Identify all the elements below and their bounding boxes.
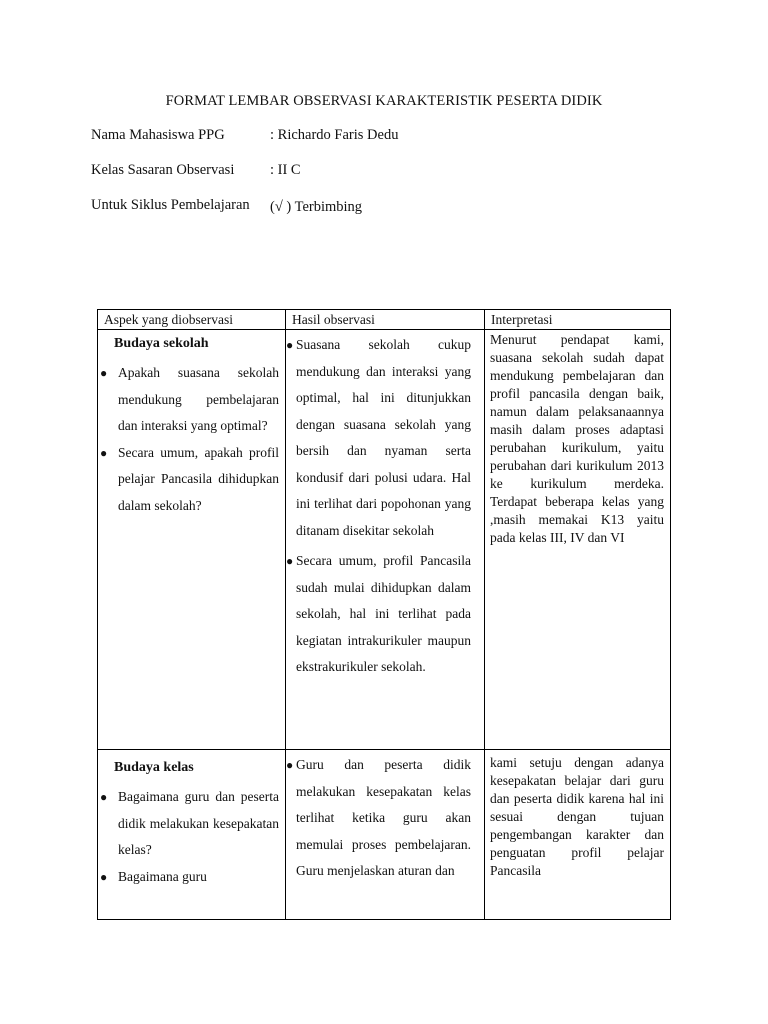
- table-header-row: [98, 310, 671, 330]
- section-title: Budaya kelas: [114, 760, 194, 775]
- section-title: Budaya sekolah: [114, 336, 209, 351]
- bullet-icon: ●: [100, 790, 108, 804]
- question-item: [102, 360, 279, 440]
- hasil-cell: [286, 750, 485, 920]
- observation-item: [287, 548, 471, 681]
- info-label: Nama Mahasiswa PPG: [91, 127, 225, 143]
- observation-item: [287, 752, 471, 885]
- header-interpretasi: Interpretasi: [485, 310, 671, 330]
- info-value: : II C: [270, 162, 301, 178]
- bullet-icon: ●: [286, 758, 294, 772]
- document-title: FORMAT LEMBAR OBSERVASI KARAKTERISTIK PESERTA DIDIK: [165, 93, 603, 109]
- info-value: (√ ) Terbimbing: [270, 199, 363, 215]
- bullet-icon: ●: [286, 554, 294, 568]
- info-label: Kelas Sasaran Observasi: [91, 162, 235, 178]
- interpretation-text: kami setuju dengan adanya kesepakatan belajar dari guru dan peserta didik karena hal ini sesuai dengan tujuan pengembangan karakter dan penguatan profil pelajar Pancasila: [490, 755, 664, 878]
- bullet-icon: ●: [286, 338, 294, 352]
- header-hasil: Hasil observasi: [286, 310, 485, 330]
- info-value: : Richardo Faris Dedu: [270, 127, 399, 143]
- header-aspek: Aspek yang diobservasi: [98, 310, 286, 330]
- bullet-icon: ●: [100, 445, 108, 460]
- question-text: Bagaimana guru: [118, 868, 207, 884]
- observation-text: Guru dan peserta didik melakukan kesepakatan kelas terlihat ketika guru akan memulai proses pembelajaran. Guru menjelaskan aturan dan: [296, 757, 471, 878]
- table-row: [98, 330, 671, 750]
- interpretasi-cell: [485, 750, 671, 920]
- question-item: [102, 784, 279, 864]
- hasil-cell: [286, 330, 485, 750]
- bullet-icon: ●: [100, 869, 108, 884]
- question-item: [102, 864, 279, 891]
- observation-text: Suasana sekolah cukup mendukung dan interaksi yang optimal, hal ini ditunjukkan dengan suasana sekolah yang bersih dan nyaman serta kondusif dari polusi udara. Hal ini terlihat dari popohonan yang ditanam disekitar sekolah: [296, 337, 471, 538]
- question-text: Bagaimana guru dan peserta didik melakukan kesepakatan kelas?: [118, 789, 279, 857]
- interpretation-text: Menurut pendapat kami, suasana sekolah sudah dapat mendukung pembelajaran dan profil pancasila dengan baik, namun dalam pelaksanaannya masih dalam proses adaptasi perubahan kurikulum, yaitu perubahan dari kurikulum 2013 ke kurikulum merdeka. Terdapat beberapa kelas yang ,masih memakai K13 yaitu pada kelas III, IV dan VI: [490, 332, 664, 545]
- bullet-icon: ●: [100, 366, 108, 380]
- aspek-cell: [98, 330, 286, 750]
- question-text: Secara umum, apakah profil pelajar Pancasila dihidupkan dalam sekolah?: [118, 444, 279, 513]
- observation-text: Secara umum, profil Pancasila sudah mulai dihidupkan dalam sekolah, hal ini terlihat pada kegiatan intrakurikuler maupun ekstrakurikuler sekolah.: [296, 553, 471, 674]
- observation-item: [287, 332, 471, 544]
- question-text: Apakah suasana sekolah mendukung pembelajaran dan interaksi yang optimal?: [118, 365, 279, 433]
- info-label: Untuk Siklus Pembelajaran: [91, 197, 250, 213]
- table-row: [98, 750, 671, 920]
- question-item: [102, 440, 279, 520]
- aspek-cell: [98, 750, 286, 920]
- interpretasi-cell: [485, 330, 671, 750]
- observation-table: [97, 309, 671, 920]
